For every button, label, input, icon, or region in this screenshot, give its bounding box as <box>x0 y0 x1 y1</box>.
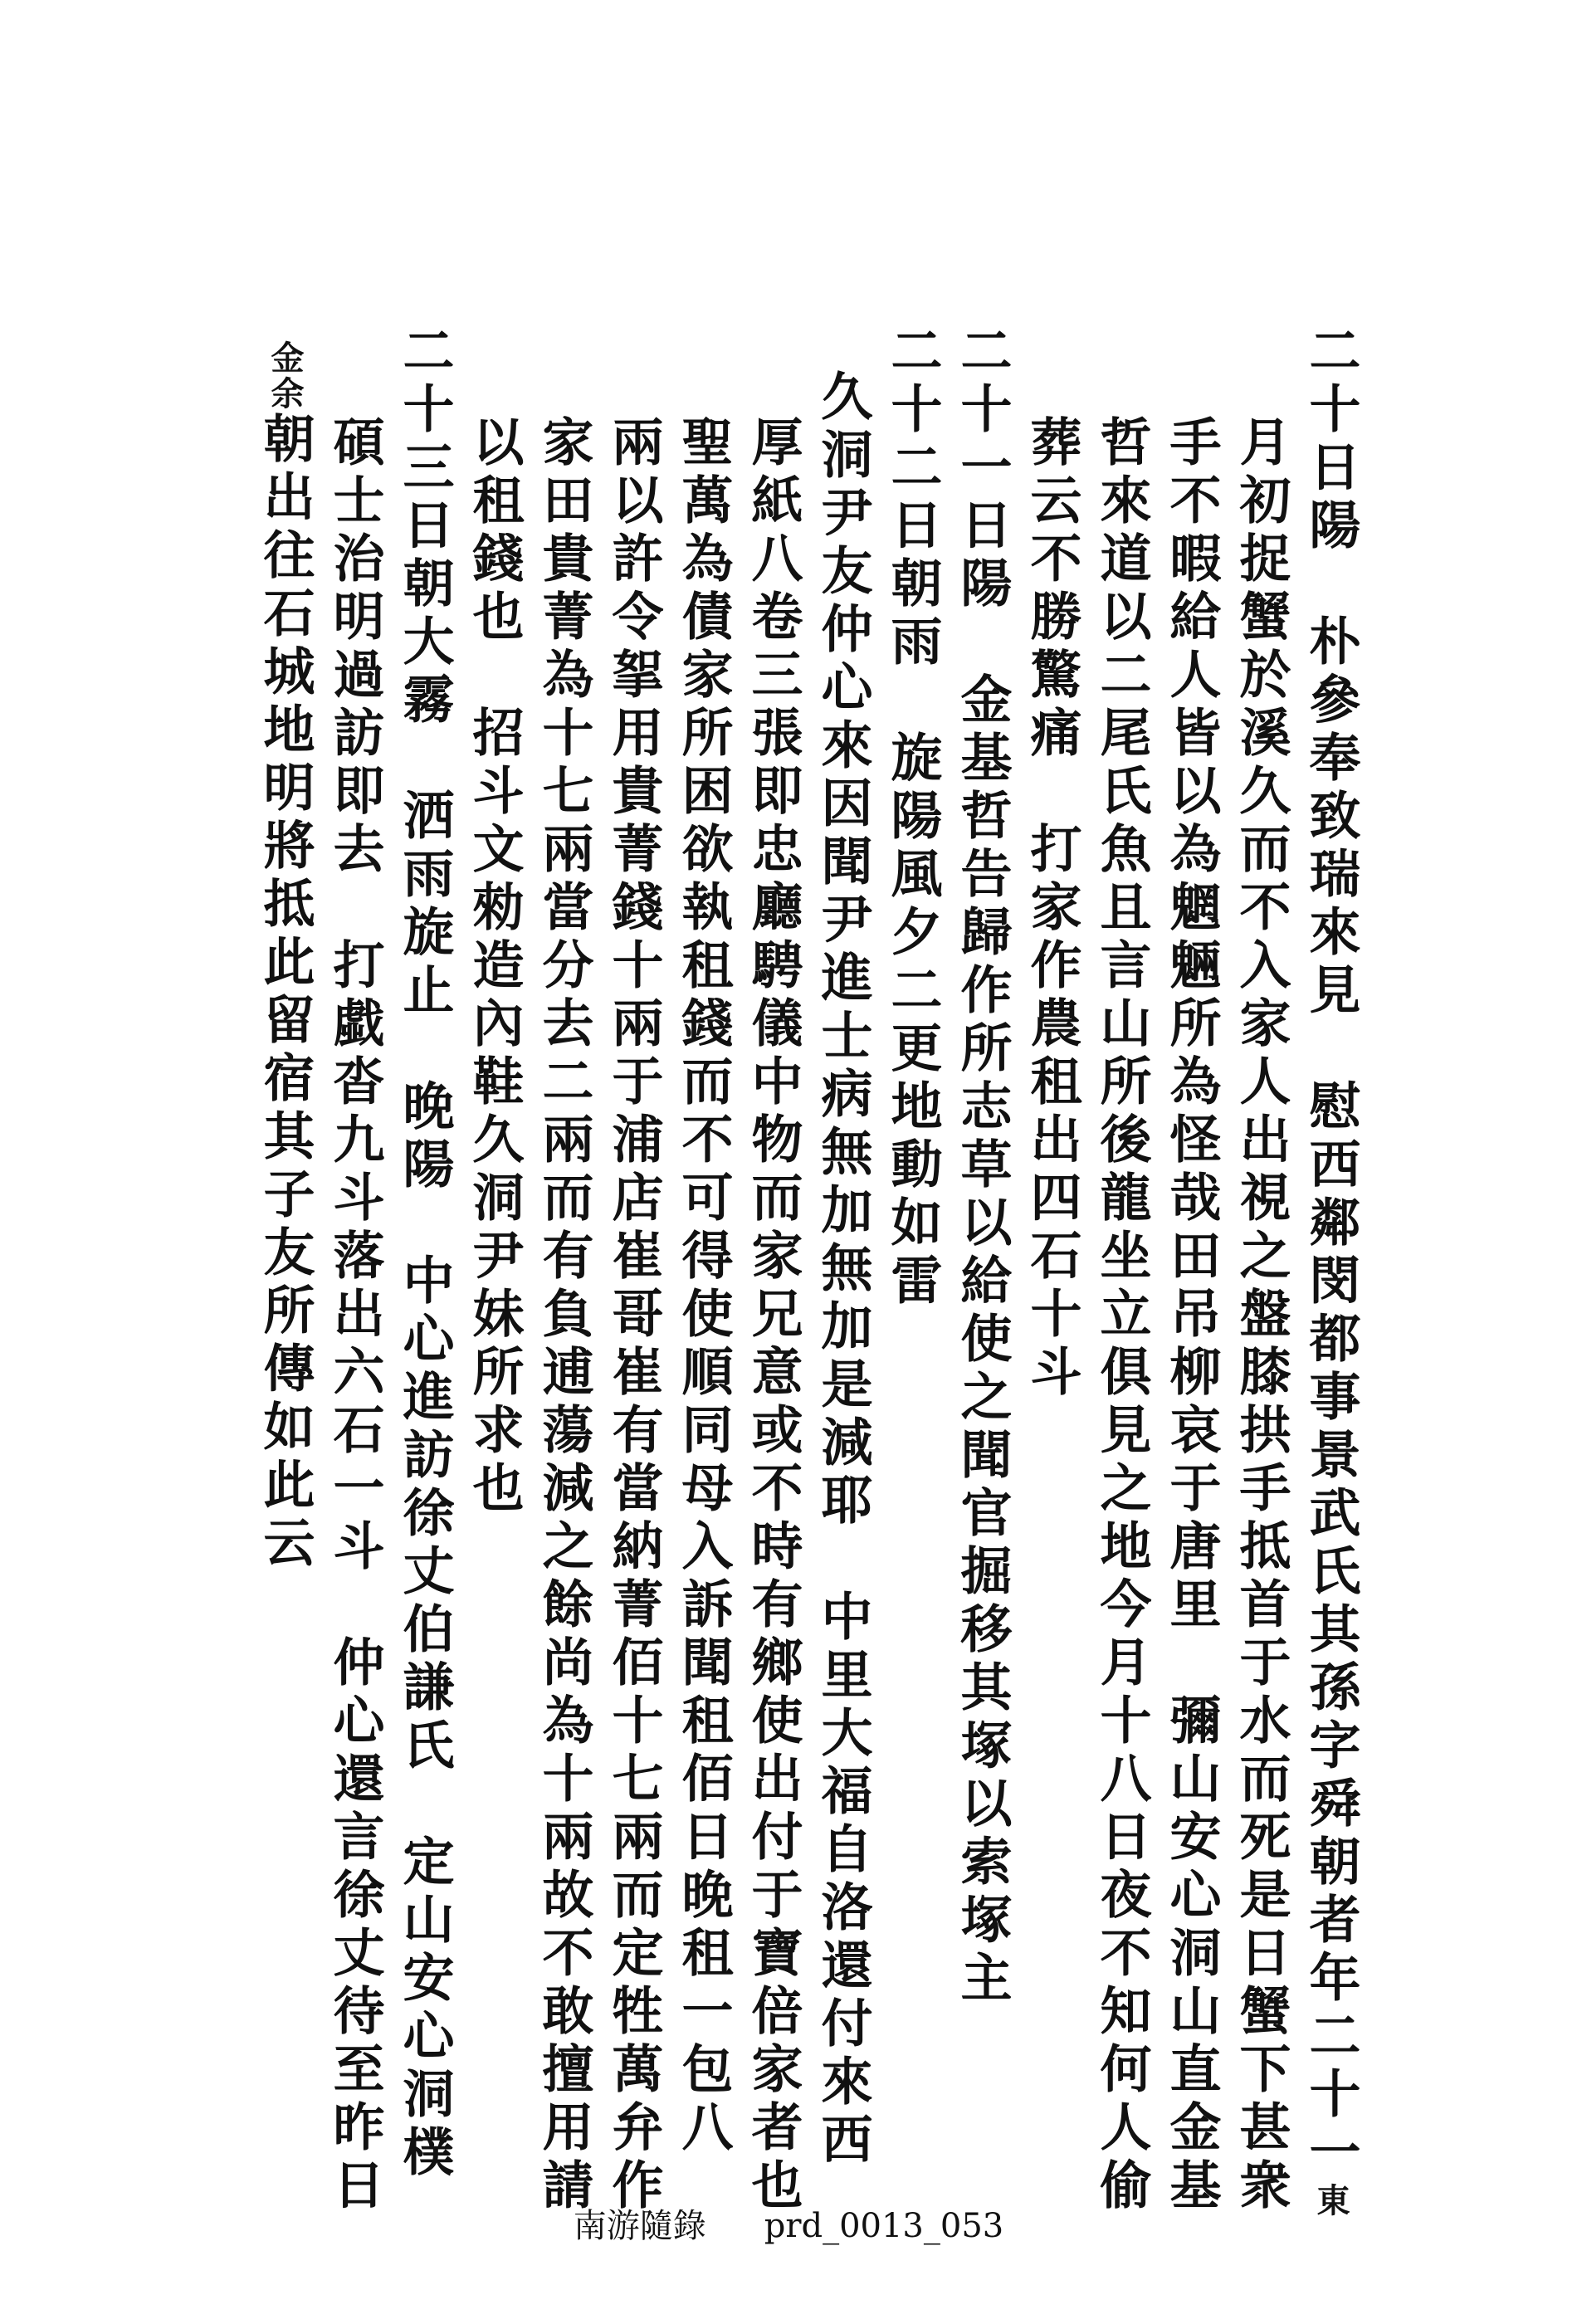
page-footer <box>0 2200 1577 2247</box>
text-column: 哲來道以二尾氏魚且言山所後龍坐立俱見之地今月十八日夜不知何人偷 <box>1091 415 1152 2216</box>
column-text: 朝出往石城地明將抵此留宿其子友所傳如此云 <box>255 412 315 1574</box>
margin-note: 金余 <box>266 340 305 412</box>
text-column: 葬云不勝驚痛 打家作農租出四石十斗 <box>1022 415 1082 1403</box>
column-text: 二十日陽 朴參奉致瑞來見 慰西鄰閔都事景武氏其孫字舜朝者年二十一 <box>1301 324 1361 2183</box>
text-column: 聖萬為債家所困欲執租錢而不可得使順同母入訴聞租佰日晚租一包八 <box>673 415 734 2158</box>
text-column <box>250 324 320 2050</box>
text-column: 二十二日朝雨 旋陽風夕二更地動如雷 <box>882 324 943 1311</box>
text-column <box>1296 324 1365 2219</box>
text-column: 二十一日陽 金基哲告歸作所志草以給使之聞官掘移其塚以索塚主 <box>952 324 1013 2009</box>
manuscript-body <box>250 324 1365 2219</box>
text-column: 碩士治明過訪即去 打戱沓九斗落出六石一斗 仲心還言徐丈待至昨日 <box>325 415 385 2216</box>
page-identifier: prd_0013_053 <box>764 2207 1004 2245</box>
book-title: 南游隨錄 <box>573 2207 706 2245</box>
text-column: 兩以許令挐用貴菁錢十兩于浦店崔哥崔有當納菁佰十七兩而定牲萬弁作 <box>603 415 664 2216</box>
text-column: 月初捉蟹於溪久而不入家人出視之盤膝拱手抵首于水而死是日蟹下甚衆 <box>1231 415 1291 2216</box>
margin-note: 東 <box>1311 2183 1350 2219</box>
text-column: 家田貴菁為十七兩當分去二兩而有負逋蕩減之餘尚為十兩故不敢擅用請 <box>534 415 594 2216</box>
text-column: 手不暇給人皆以為魍魎所為怪哉田吊柳哀于唐里 彌山安心洞山直金基 <box>1161 415 1222 2216</box>
text-column: 以租錢也 招斗文勑造內鞋久洞尹妹所求也 <box>464 415 525 1519</box>
text-column: 久洞尹友仲心來因聞尹進士病無加無加是減耶 中里大福自洛還付來西 <box>813 369 873 2170</box>
text-column: 厚紙八卷三張即忠廳騁儀中物而家兄意或不時有鄉使出付于寶倍家者也 <box>743 415 803 2216</box>
text-column: 二十三日朝大霧 洒雨旋止 晚陽 中心進訪徐丈伯謙氏 定山安心洞樸 <box>394 324 455 2183</box>
